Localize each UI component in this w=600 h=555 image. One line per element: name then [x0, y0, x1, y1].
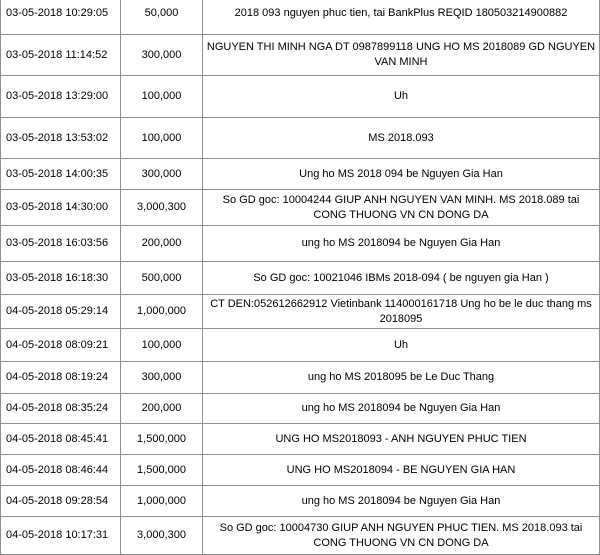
- transaction-description-cell: So GD goc: 10004244 GIUP ANH NGUYEN VAN MINH. MS 2018.089 tai CONG THUONG VN CN DONG DA: [203, 190, 600, 226]
- transaction-description-cell: 2018 093 nguyen phuc tien, tai BankPlus REQID 180503214900882: [203, 0, 600, 35]
- transaction-date-cell: 04-05-2018 05:29:14: [1, 295, 121, 329]
- transaction-description-cell: ung ho MS 2018094 be Nguyen Gia Han: [203, 486, 600, 517]
- transaction-amount-cell: 50,000: [121, 0, 203, 35]
- table-row: [1, 362, 600, 394]
- transaction-description-cell: Uh: [203, 329, 600, 362]
- table-row: [1, 159, 600, 190]
- table-row: [1, 295, 600, 329]
- transaction-amount-cell: 200,000: [121, 226, 203, 262]
- transaction-date-cell: 03-05-2018 13:29:00: [1, 76, 121, 118]
- transaction-description-cell: Ung ho MS 2018 094 be Nguyen Gia Han: [203, 159, 600, 190]
- transaction-amount-cell: 3,000,300: [121, 517, 203, 555]
- transaction-amount-cell: 100,000: [121, 76, 203, 118]
- transaction-description-cell: Uh: [203, 76, 600, 118]
- transaction-amount-cell: 1,000,000: [121, 486, 203, 517]
- table-row: [1, 35, 600, 76]
- transaction-date-cell: 04-05-2018 08:09:21: [1, 329, 121, 362]
- transaction-description-cell: CT DEN:052612662912 Vietinbank 114000161718 Ung ho be le duc thang ms 2018095: [203, 295, 600, 329]
- transaction-date-cell: 04-05-2018 08:19:24: [1, 362, 121, 394]
- transaction-date-cell: 03-05-2018 14:00:35: [1, 159, 121, 190]
- transaction-date-cell: 03-05-2018 16:18:30: [1, 262, 121, 295]
- transaction-description-cell: UNG HO MS2018093 - ANH NGUYEN PHUC TIEN: [203, 424, 600, 455]
- transaction-date-cell: 04-05-2018 09:28:54: [1, 486, 121, 517]
- transaction-date-cell: 04-05-2018 08:35:24: [1, 394, 121, 424]
- table-row: [1, 190, 600, 226]
- table-row: [1, 226, 600, 262]
- transaction-amount-cell: 200,000: [121, 394, 203, 424]
- transaction-description-cell: So GD goc: 10004730 GIUP ANH NGUYEN PHUC TIEN. MS 2018.093 tai CONG THUONG VN CN DONG DA: [203, 517, 600, 555]
- transaction-amount-cell: 1,500,000: [121, 455, 203, 486]
- transaction-table-body: [1, 0, 600, 555]
- table-row: [1, 394, 600, 424]
- transaction-date-cell: 03-05-2018 14:30:00: [1, 190, 121, 226]
- table-row: [1, 424, 600, 455]
- transaction-description-cell: ung ho MS 2018094 be Nguyen Gia Han: [203, 394, 600, 424]
- transaction-amount-cell: 300,000: [121, 159, 203, 190]
- table-row: [1, 0, 600, 35]
- table-row: [1, 118, 600, 159]
- transaction-description-cell: NGUYEN THI MINH NGA DT 0987899118 UNG HO MS 2018089 GD NGUYEN VAN MINH: [203, 35, 600, 76]
- transaction-description-cell: So GD goc: 10021046 IBMs 2018-094 ( be nguyen gia Han ): [203, 262, 600, 295]
- table-row: [1, 76, 600, 118]
- transaction-amount-cell: 500,000: [121, 262, 203, 295]
- table-row: [1, 329, 600, 362]
- table-row: [1, 517, 600, 555]
- transaction-date-cell: 03-05-2018 13:53:02: [1, 118, 121, 159]
- transaction-amount-cell: 300,000: [121, 362, 203, 394]
- transaction-date-cell: 03-05-2018 10:29:05: [1, 0, 121, 35]
- transaction-description-cell: ung ho MS 2018095 be Le Duc Thang: [203, 362, 600, 394]
- transaction-amount-cell: 300,000: [121, 35, 203, 76]
- transaction-date-cell: 04-05-2018 08:46:44: [1, 455, 121, 486]
- transaction-amount-cell: 3,000,300: [121, 190, 203, 226]
- transaction-description-cell: UNG HO MS2018094 - BE NGUYEN GIA HAN: [203, 455, 600, 486]
- transaction-description-cell: ung ho MS 2018094 be Nguyen Gia Han: [203, 226, 600, 262]
- transaction-amount-cell: 100,000: [121, 329, 203, 362]
- transaction-date-cell: 03-05-2018 11:14:52: [1, 35, 121, 76]
- table-row: [1, 262, 600, 295]
- table-row: [1, 455, 600, 486]
- transaction-date-cell: 03-05-2018 16:03:56: [1, 226, 121, 262]
- transaction-amount-cell: 100,000: [121, 118, 203, 159]
- transaction-date-cell: 04-05-2018 08:45:41: [1, 424, 121, 455]
- table-row: [1, 486, 600, 517]
- transaction-date-cell: 04-05-2018 10:17:31: [1, 517, 121, 555]
- transaction-amount-cell: 1,000,000: [121, 295, 203, 329]
- transaction-description-cell: MS 2018.093: [203, 118, 600, 159]
- transaction-amount-cell: 1,500,000: [121, 424, 203, 455]
